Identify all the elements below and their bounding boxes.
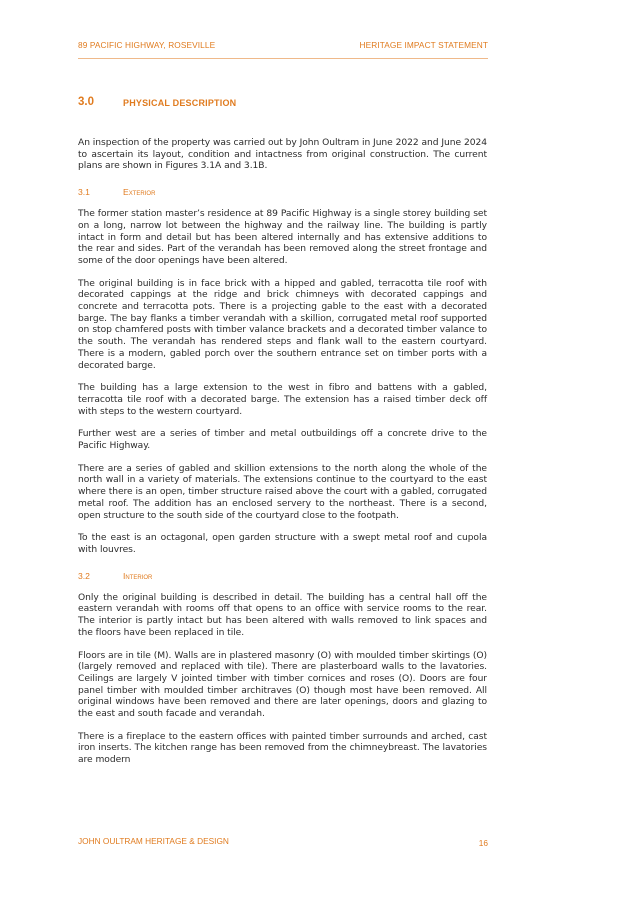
interior-paragraph: Floors are in tile (M). Walls are in plastered masonry (O) with moulded timber skirtings (O) (largely removed and replaced with tile). There are plasterboard walls to the lavatories. Ceilings are largely V jointed timber with timber cornices and roses (O). Doors are four panel timber with moulded timber architraves (O) though most have been removed. All original windows have been removed and there are later openings, doors and glazing to the east and south facade and verandah. bbox=[78, 650, 487, 720]
subsection-number: 3.1 bbox=[78, 187, 90, 198]
footer-company: JOHN OULTRAM HERITAGE & DESIGN bbox=[78, 836, 229, 846]
exterior-paragraph: The former station master’s residence at 89 Pacific Highway is a single storey building set on a long, narrow lot between the highway and the railway line. The building is partly intact in form and detail but has been altered internally and has extensive additions to the rear and sides. Part of the verandah has been removed along the street frontage and some of the door openings have been altered. bbox=[78, 209, 487, 266]
interior-paragraph: Only the original building is described in detail. The building has a central hall off the eastern verandah with rooms off that opens to an office with service rooms to the rear. The interior is partly intact but has been altered with walls removed to link spaces and the floors have been replaced in tile. bbox=[78, 592, 487, 638]
interior-paragraph: There is a fireplace to the eastern offices with painted timber surrounds and arched, cast iron inserts. The kitchen range has been removed from the chimneybreast. The lavatories are modern bbox=[78, 731, 487, 766]
subsection-number: 3.2 bbox=[78, 570, 90, 581]
section-heading bbox=[78, 96, 487, 110]
page-number: 16 bbox=[478, 838, 488, 848]
section-title: PHYSICAL DESCRIPTION bbox=[123, 98, 237, 108]
header-document-title: HERITAGE IMPACT STATEMENT bbox=[359, 40, 488, 50]
subsection-heading-interior bbox=[78, 571, 487, 583]
exterior-paragraph: Further west are a series of timber and metal outbuildings off a concrete drive to the Pacific Highway. bbox=[78, 429, 487, 452]
header-divider bbox=[78, 58, 488, 59]
subsection-heading-exterior bbox=[78, 187, 487, 199]
section-number: 3.0 bbox=[78, 96, 94, 108]
exterior-paragraph: There are a series of gabled and skillion extensions to the north along the whole of the north wall in a variety of materials. The extensions continue to the courtyard to the east where there is an open, timber structure raised above the court with a gabled, corrugated metal roof. The addition has an enclosed servery to the northeast. There is a second, open structure to the south side of the courtyard close to the footpath. bbox=[78, 463, 487, 521]
exterior-paragraph: The building has a large extension to the west in fibro and battens with a gabled, terracotta tile roof with a decorated barge. The extension has a raised timber deck off with steps to the western courtyard. bbox=[78, 383, 487, 417]
exterior-paragraph: The original building is in face brick with a hipped and gabled, terracotta tile roof with decorated cappings at the ridge and brick chimneys with decorated cappings and concrete and terracotta pots. There is a projecting gable to the east with a decorated barge. The bay flanks a timber verandah with a skillion, corrugated metal roof supported on stop chamfered posts with timber valance brackets and a decorated timber valance to the south. The verandah has rendered steps and flank wall to the eastern courtyard. There is a modern, gabled porch over the southern entrance set on timber ports with a decorated barge. bbox=[78, 278, 487, 371]
exterior-paragraph: To the east is an octagonal, open garden structure with a swept metal roof and cupola with louvres. bbox=[78, 533, 487, 555]
header-address: 89 PACIFIC HIGHWAY, ROSEVILLE bbox=[78, 40, 216, 50]
subsection-title: Interior bbox=[123, 570, 153, 581]
intro-paragraph: An inspection of the property was carried out by John Oultram in June 2022 and June 2024 to ascertain its layout, condition and intactness from original construction. The current plans are shown in Figures 3.1A and 3.1B. bbox=[78, 138, 487, 172]
page-content bbox=[78, 96, 487, 778]
subsection-title: Exterior bbox=[123, 187, 156, 198]
